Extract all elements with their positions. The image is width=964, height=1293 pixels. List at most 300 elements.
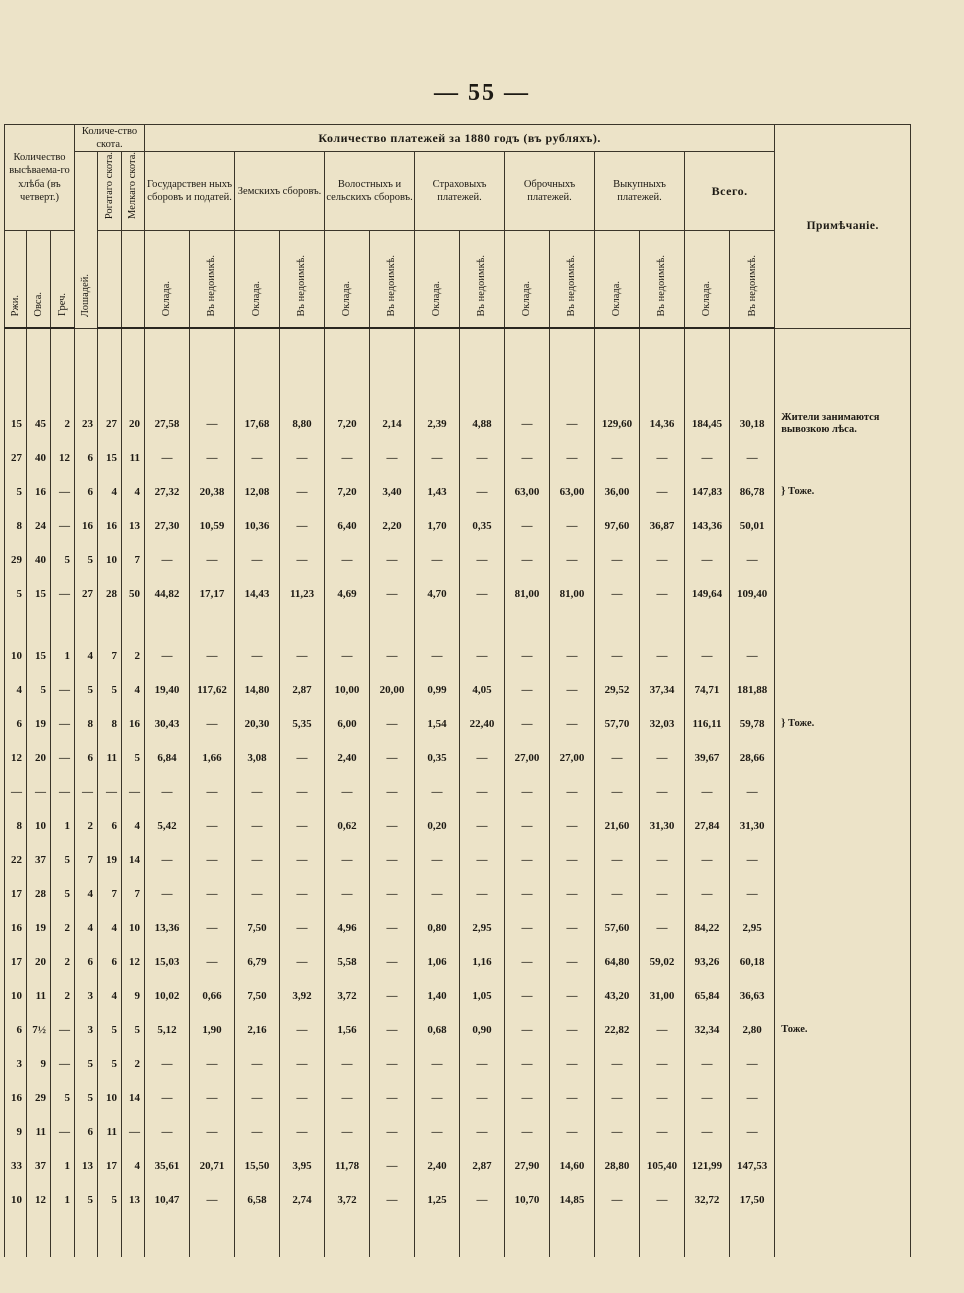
table-cell: 7½ — [27, 1013, 51, 1047]
table-row — [5, 509, 911, 543]
header-rye: Ржи. — [5, 231, 27, 329]
table-cell: — — [685, 1081, 730, 1115]
empty-cell — [595, 1217, 640, 1257]
table-cell: — — [415, 441, 460, 475]
table-cell: 5 — [98, 1013, 122, 1047]
table-cell: 6,00 — [325, 707, 370, 741]
table-cell: 32,03 — [640, 707, 685, 741]
empty-cell — [51, 611, 75, 639]
empty-cell — [280, 328, 325, 379]
table-cell: — — [51, 775, 75, 809]
table-row — [5, 577, 911, 611]
table-cell: — — [550, 407, 595, 441]
table-cell: 1,16 — [460, 945, 505, 979]
table-cell: — — [730, 441, 775, 475]
table-cell: — — [550, 775, 595, 809]
table-cell: 44,82 — [145, 577, 190, 611]
header-group-insurance: Страховыхъ платежей. — [415, 152, 505, 231]
table-cell: — — [415, 877, 460, 911]
table-cell: 16 — [27, 475, 51, 509]
table-cell: — — [460, 475, 505, 509]
table-cell: 7 — [122, 543, 145, 577]
table-cell: — — [640, 1183, 685, 1217]
empty-cell — [98, 328, 122, 379]
note-cell — [775, 809, 911, 843]
table-cell: — — [505, 877, 550, 911]
empty-cell — [325, 328, 370, 379]
header-group-total: Всего. — [685, 152, 775, 231]
table-cell: 1,06 — [415, 945, 460, 979]
table-cell: — — [550, 843, 595, 877]
header-state-nedo: Въ недоимкѣ. — [190, 231, 235, 329]
note-cell — [775, 1149, 911, 1183]
note-cell — [775, 639, 911, 673]
table-cell: 2,95 — [730, 911, 775, 945]
table-row — [5, 877, 911, 911]
table-cell: 2,14 — [370, 407, 415, 441]
empty-cell — [775, 328, 911, 379]
empty-cell — [98, 379, 122, 407]
table-cell: 5 — [51, 1081, 75, 1115]
table-cell: 5,12 — [145, 1013, 190, 1047]
table-cell: 2,95 — [460, 911, 505, 945]
note-cell — [775, 509, 911, 543]
table-cell: 20 — [27, 945, 51, 979]
table-row — [5, 775, 911, 809]
table-cell: 4 — [122, 475, 145, 509]
table-cell: 117,62 — [190, 673, 235, 707]
table-cell: — — [370, 577, 415, 611]
empty-cell — [370, 328, 415, 379]
table-cell: 4 — [122, 1149, 145, 1183]
table-cell: — — [370, 877, 415, 911]
table-cell: — — [460, 1047, 505, 1081]
empty-cell — [27, 379, 51, 407]
empty-cell — [5, 611, 27, 639]
table-row — [5, 1013, 911, 1047]
table-cell: 5,58 — [325, 945, 370, 979]
empty-cell — [595, 379, 640, 407]
note-cell — [775, 1081, 911, 1115]
table-row — [5, 741, 911, 775]
table-cell: 7 — [98, 639, 122, 673]
table-cell: 0,80 — [415, 911, 460, 945]
table-cell: — — [640, 1115, 685, 1149]
header-note: Примѣчаніе. — [775, 125, 911, 329]
header-zemstvo-okl: Оклада. — [235, 231, 280, 329]
table-cell: — — [550, 509, 595, 543]
table-cell: — — [505, 543, 550, 577]
table-cell: — — [51, 741, 75, 775]
table-cell: 4 — [98, 979, 122, 1013]
table-cell: 9 — [5, 1115, 27, 1149]
table-cell: 1 — [51, 809, 75, 843]
header-horses: Лошадей. — [75, 152, 98, 328]
table-cell: 19 — [27, 707, 51, 741]
table-cell: 6,84 — [145, 741, 190, 775]
table-cell: 0,66 — [190, 979, 235, 1013]
table-cell: 15 — [27, 639, 51, 673]
table-cell: 3,72 — [325, 1183, 370, 1217]
table-cell: 10 — [98, 543, 122, 577]
table-cell: — — [370, 441, 415, 475]
table-cell: 60,18 — [730, 945, 775, 979]
table-cell: 31,30 — [640, 809, 685, 843]
table-cell: 5,42 — [145, 809, 190, 843]
table-cell: — — [370, 911, 415, 945]
table-cell: — — [595, 1115, 640, 1149]
table-cell: 2,39 — [415, 407, 460, 441]
table-cell: 5 — [98, 673, 122, 707]
table-cell: 5 — [122, 1013, 145, 1047]
table-cell: 1,05 — [460, 979, 505, 1013]
table-cell: — — [280, 877, 325, 911]
table-cell: 15 — [5, 407, 27, 441]
table-cell: 4,70 — [415, 577, 460, 611]
empty-cell — [640, 379, 685, 407]
table-cell: — — [145, 843, 190, 877]
table-cell: — — [505, 673, 550, 707]
table-cell: — — [505, 407, 550, 441]
page-number: — 55 — — [434, 80, 530, 106]
table-cell: — — [51, 673, 75, 707]
table-row — [5, 809, 911, 843]
table-cell: 15,50 — [235, 1149, 280, 1183]
table-cell: 8 — [5, 809, 27, 843]
table-cell: — — [27, 775, 51, 809]
table-cell: — — [325, 843, 370, 877]
empty-cell — [325, 1217, 370, 1257]
table-cell: 1,66 — [190, 741, 235, 775]
spacer-row — [5, 611, 911, 639]
empty-cell — [640, 1217, 685, 1257]
table-cell: 5 — [75, 1081, 98, 1115]
table-cell: — — [505, 707, 550, 741]
empty-cell — [370, 379, 415, 407]
table-row — [5, 441, 911, 475]
table-cell: 16 — [75, 509, 98, 543]
table-cell: 4 — [75, 911, 98, 945]
table-cell: — — [98, 775, 122, 809]
empty-cell — [640, 328, 685, 379]
header-payments: Количество платежей за 1880 годъ (въ рубляхъ). — [145, 125, 775, 152]
table-cell: 81,00 — [505, 577, 550, 611]
note-cell — [775, 673, 911, 707]
table-body — [5, 328, 911, 1257]
table-cell: — — [460, 543, 505, 577]
note-cell: Тоже. — [775, 1013, 911, 1047]
note-cell — [775, 877, 911, 911]
table-cell: 50 — [122, 577, 145, 611]
table-cell: — — [370, 741, 415, 775]
table-cell: 19 — [98, 843, 122, 877]
note-cell: } Тоже. — [775, 475, 911, 509]
empty-cell — [51, 1217, 75, 1257]
table-cell: — — [460, 741, 505, 775]
table-cell: — — [550, 639, 595, 673]
table-cell: — — [685, 639, 730, 673]
table-cell: — — [640, 741, 685, 775]
empty-cell — [775, 379, 911, 407]
table-cell: — — [685, 843, 730, 877]
table-cell: 45 — [27, 407, 51, 441]
table-cell: 13 — [122, 509, 145, 543]
table-cell: — — [190, 877, 235, 911]
table-cell: 1,40 — [415, 979, 460, 1013]
table-cell: — — [415, 1047, 460, 1081]
table-cell: — — [235, 1115, 280, 1149]
table-cell: — — [595, 1183, 640, 1217]
table-cell: — — [235, 1047, 280, 1081]
empty-cell — [415, 611, 460, 639]
note-cell — [775, 1183, 911, 1217]
table-cell: 27,30 — [145, 509, 190, 543]
note-cell — [775, 911, 911, 945]
table-cell: 29 — [27, 1081, 51, 1115]
table-cell: 2 — [51, 407, 75, 441]
empty-cell — [5, 379, 27, 407]
table-cell: — — [460, 441, 505, 475]
table-cell: 6 — [75, 441, 98, 475]
table-cell: 31,30 — [730, 809, 775, 843]
table-cell: 37,34 — [640, 673, 685, 707]
table-cell: — — [505, 1081, 550, 1115]
table-cell: 1,25 — [415, 1183, 460, 1217]
table-cell: — — [280, 809, 325, 843]
table-cell: 10 — [122, 911, 145, 945]
table-cell: — — [550, 1115, 595, 1149]
table-cell: 2 — [122, 1047, 145, 1081]
table-cell: 14,85 — [550, 1183, 595, 1217]
table-cell: — — [685, 543, 730, 577]
header-redemption-okl: Оклада. — [595, 231, 640, 329]
table-cell: 149,64 — [685, 577, 730, 611]
table-cell: — — [280, 1047, 325, 1081]
table-cell: — — [5, 775, 27, 809]
empty-cell — [280, 611, 325, 639]
empty-cell — [280, 1217, 325, 1257]
table-cell: — — [505, 1047, 550, 1081]
table-cell: — — [460, 809, 505, 843]
table-row — [5, 979, 911, 1013]
empty-cell — [730, 328, 775, 379]
empty-cell — [98, 611, 122, 639]
table-cell: — — [730, 1115, 775, 1149]
empty-cell — [190, 611, 235, 639]
note-cell — [775, 1115, 911, 1149]
table-cell: 11 — [98, 741, 122, 775]
table-cell: 43,20 — [595, 979, 640, 1013]
table-cell: 30,43 — [145, 707, 190, 741]
empty-cell — [685, 1217, 730, 1257]
table-cell: — — [280, 911, 325, 945]
table-cell: 13 — [75, 1149, 98, 1183]
table-cell: 2,80 — [730, 1013, 775, 1047]
table-cell: 4 — [98, 475, 122, 509]
table-cell: 1,70 — [415, 509, 460, 543]
table-row — [5, 673, 911, 707]
table-cell: — — [370, 979, 415, 1013]
header-group-zemstvo: Земскихъ сборовъ. — [235, 152, 325, 231]
empty-cell — [145, 611, 190, 639]
table-cell: 181,88 — [730, 673, 775, 707]
table-cell: 4 — [122, 809, 145, 843]
table-cell: 20 — [122, 407, 145, 441]
table-cell: 10,02 — [145, 979, 190, 1013]
table-cell: — — [190, 1047, 235, 1081]
table-cell: — — [505, 775, 550, 809]
table-cell: 7,50 — [235, 911, 280, 945]
table-cell: 27,32 — [145, 475, 190, 509]
table-cell: 93,26 — [685, 945, 730, 979]
table-cell: — — [505, 639, 550, 673]
statistics-table — [4, 124, 911, 1257]
header-group-quitrent: Оброчныхъ платежей. — [505, 152, 595, 231]
table-cell: 10 — [98, 1081, 122, 1115]
table-cell: 8,80 — [280, 407, 325, 441]
table-cell: 7 — [122, 877, 145, 911]
table-cell: — — [550, 543, 595, 577]
table-cell: — — [51, 577, 75, 611]
table-cell: — — [640, 1081, 685, 1115]
table-cell: 1,90 — [190, 1013, 235, 1047]
table-cell: — — [280, 509, 325, 543]
table-cell: 14,80 — [235, 673, 280, 707]
table-cell: — — [190, 945, 235, 979]
table-cell: 4,05 — [460, 673, 505, 707]
table-cell: — — [190, 911, 235, 945]
table-cell: 33 — [5, 1149, 27, 1183]
table-cell: — — [505, 945, 550, 979]
empty-cell — [27, 328, 51, 379]
table-cell: — — [370, 543, 415, 577]
note-cell — [775, 775, 911, 809]
table-cell: — — [145, 1081, 190, 1115]
table-cell: — — [370, 1183, 415, 1217]
table-cell: 7,20 — [325, 475, 370, 509]
table-cell: 7 — [75, 843, 98, 877]
table-cell: 6,58 — [235, 1183, 280, 1217]
note-cell — [775, 843, 911, 877]
table-cell: — — [460, 1081, 505, 1115]
table-cell: — — [280, 1013, 325, 1047]
table-cell: 84,22 — [685, 911, 730, 945]
table-cell: 2 — [51, 945, 75, 979]
empty-cell — [505, 328, 550, 379]
table-cell: — — [190, 639, 235, 673]
header-total-okl: Оклада. — [685, 231, 730, 329]
table-cell: 11 — [122, 441, 145, 475]
table-cell: — — [75, 775, 98, 809]
table-cell: 143,36 — [685, 509, 730, 543]
table-cell: — — [145, 639, 190, 673]
table-cell: — — [280, 639, 325, 673]
table-cell: 5 — [98, 1183, 122, 1217]
empty-cell — [75, 1217, 98, 1257]
table-row — [5, 911, 911, 945]
table-cell: — — [595, 441, 640, 475]
empty-cell — [5, 328, 27, 379]
empty-cell — [640, 611, 685, 639]
table-cell: 40 — [27, 441, 51, 475]
table-cell: — — [640, 441, 685, 475]
table-cell: 36,63 — [730, 979, 775, 1013]
table-cell: — — [190, 1081, 235, 1115]
table-cell: 5 — [5, 475, 27, 509]
table-cell: 5 — [51, 877, 75, 911]
table-cell: 10 — [5, 979, 27, 1013]
empty-cell — [685, 379, 730, 407]
table-cell: 37 — [27, 843, 51, 877]
empty-cell — [51, 379, 75, 407]
empty-cell — [235, 379, 280, 407]
table-cell: — — [370, 1081, 415, 1115]
table-cell: — — [190, 1115, 235, 1149]
empty-cell — [75, 328, 98, 379]
table-cell: 15,03 — [145, 945, 190, 979]
header-state-okl: Оклада. — [145, 231, 190, 329]
empty-cell — [685, 611, 730, 639]
table-cell: 184,45 — [685, 407, 730, 441]
table-cell: 27 — [98, 407, 122, 441]
table-cell: — — [550, 911, 595, 945]
table-cell: 14,43 — [235, 577, 280, 611]
table-cell: 16 — [5, 1081, 27, 1115]
empty-cell — [235, 328, 280, 379]
empty-cell — [415, 379, 460, 407]
table-row — [5, 1081, 911, 1115]
table-cell: 31,00 — [640, 979, 685, 1013]
table-cell: 32,34 — [685, 1013, 730, 1047]
table-cell: 8 — [75, 707, 98, 741]
table-cell: — — [145, 775, 190, 809]
table-cell: 12,08 — [235, 475, 280, 509]
table-cell: 5 — [51, 843, 75, 877]
table-cell: 116,11 — [685, 707, 730, 741]
table-cell: — — [505, 843, 550, 877]
note-cell: Жители занимаются вывозкою лѣса. — [775, 407, 911, 441]
table-cell: 147,83 — [685, 475, 730, 509]
table-cell: — — [235, 543, 280, 577]
table-cell: — — [460, 639, 505, 673]
table-cell: 36,87 — [640, 509, 685, 543]
empty-cell — [235, 611, 280, 639]
table-cell: 17 — [98, 1149, 122, 1183]
header-group-volost: Волостныхъ и сельскихъ сборовъ. — [325, 152, 415, 231]
table-cell: — — [280, 741, 325, 775]
table-cell: 22 — [5, 843, 27, 877]
empty-cell — [27, 1217, 51, 1257]
table-row — [5, 639, 911, 673]
table-cell: 2,40 — [325, 741, 370, 775]
table-cell: 17 — [5, 945, 27, 979]
table-cell: 11,78 — [325, 1149, 370, 1183]
table-cell: 11 — [27, 1115, 51, 1149]
empty-cell — [550, 379, 595, 407]
table-cell: 27,58 — [145, 407, 190, 441]
table-cell: — — [640, 775, 685, 809]
table-cell: 20,71 — [190, 1149, 235, 1183]
empty-cell — [595, 328, 640, 379]
table-cell: 36,00 — [595, 475, 640, 509]
table-cell: 5 — [75, 543, 98, 577]
table-cell: — — [640, 877, 685, 911]
table-cell: — — [460, 1115, 505, 1149]
note-cell — [775, 577, 911, 611]
table-cell: 6 — [5, 707, 27, 741]
table-cell: 12 — [27, 1183, 51, 1217]
table-cell: — — [325, 639, 370, 673]
